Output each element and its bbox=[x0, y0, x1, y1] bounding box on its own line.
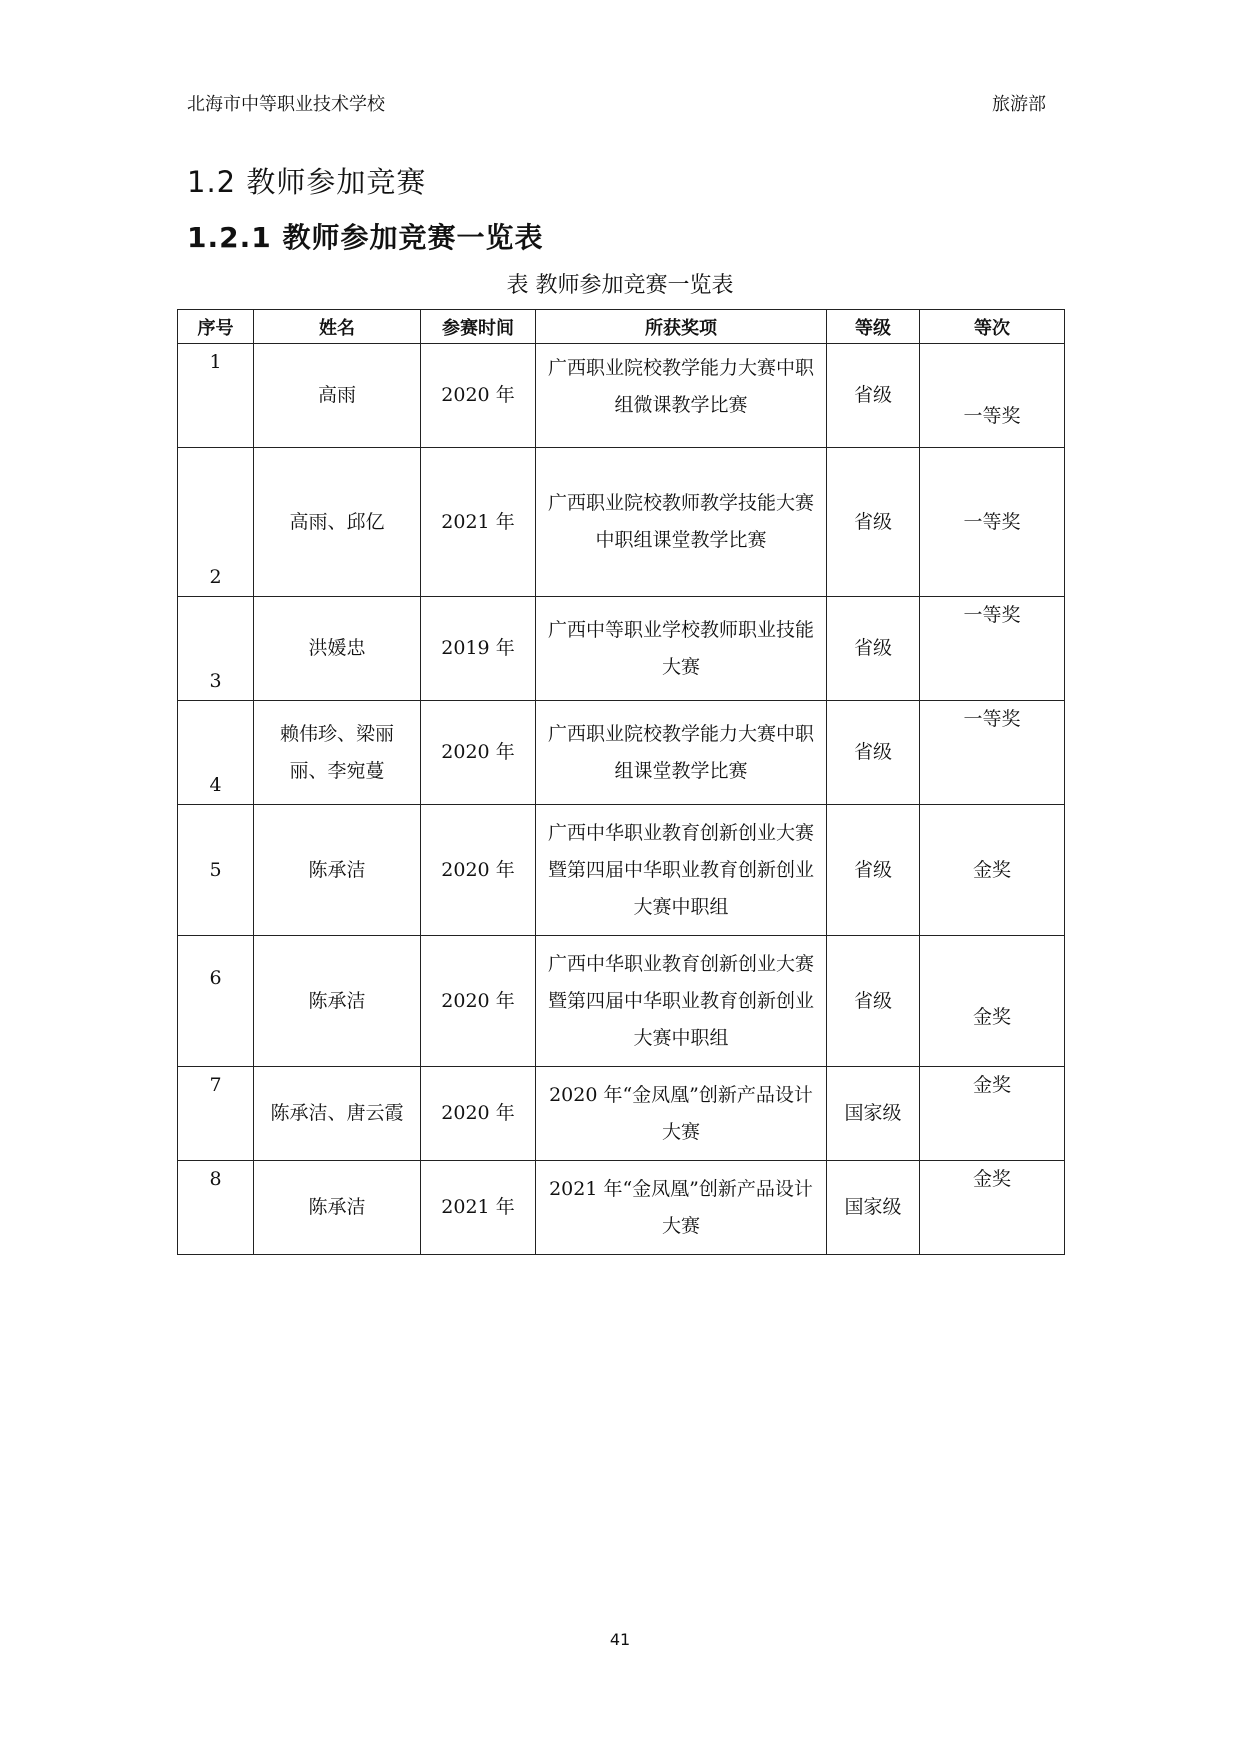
cell-rank: 金奖 bbox=[920, 1161, 1065, 1255]
cell-rank: 一等奖 bbox=[920, 597, 1065, 701]
table-row bbox=[178, 448, 1065, 597]
table-row bbox=[178, 701, 1065, 805]
cell-year: 2021 年 bbox=[421, 1161, 536, 1255]
cell-year: 2021 年 bbox=[421, 448, 536, 597]
cell-rank: 一等奖 bbox=[920, 701, 1065, 805]
cell-award: 2020 年“金凤凰”创新产品设计大赛 bbox=[536, 1067, 827, 1161]
cell-name: 高雨、邱亿 bbox=[254, 448, 421, 597]
cell-level: 省级 bbox=[827, 344, 920, 448]
cell-level: 省级 bbox=[827, 701, 920, 805]
cell-name: 陈承洁 bbox=[254, 936, 421, 1067]
cell-name: 陈承洁 bbox=[254, 1161, 421, 1255]
table-row bbox=[178, 936, 1065, 1067]
cell-rank: 金奖 bbox=[920, 805, 1065, 936]
cell-year: 2019 年 bbox=[421, 597, 536, 701]
cell-year: 2020 年 bbox=[421, 344, 536, 448]
cell-seq: 1 bbox=[178, 344, 254, 448]
cell-rank: 一等奖 bbox=[920, 344, 1065, 448]
cell-seq: 3 bbox=[178, 597, 254, 701]
column-header-year: 参赛时间 bbox=[421, 310, 536, 344]
cell-award: 广西职业院校教师教学技能大赛中职组课堂教学比赛 bbox=[536, 448, 827, 597]
cell-year: 2020 年 bbox=[421, 701, 536, 805]
table-header-row bbox=[178, 310, 1065, 344]
awards-table bbox=[177, 309, 1065, 1255]
cell-seq: 7 bbox=[178, 1067, 254, 1161]
table-caption: 表 教师参加竞赛一览表 bbox=[506, 273, 734, 298]
cell-seq: 4 bbox=[178, 701, 254, 805]
cell-seq: 5 bbox=[178, 805, 254, 936]
cell-seq: 2 bbox=[178, 448, 254, 597]
cell-award: 广西中等职业学校教师职业技能大赛 bbox=[536, 597, 827, 701]
table-row bbox=[178, 1161, 1065, 1255]
cell-year: 2020 年 bbox=[421, 936, 536, 1067]
cell-name: 陈承洁、唐云霞 bbox=[254, 1067, 421, 1161]
cell-year: 2020 年 bbox=[421, 805, 536, 936]
cell-rank: 金奖 bbox=[920, 1067, 1065, 1161]
cell-award: 广西中华职业教育创新创业大赛暨第四届中华职业教育创新创业大赛中职组 bbox=[536, 936, 827, 1067]
table-row bbox=[178, 1067, 1065, 1161]
column-header-name: 姓名 bbox=[254, 310, 421, 344]
column-header-rank: 等次 bbox=[920, 310, 1065, 344]
cell-level: 省级 bbox=[827, 805, 920, 936]
table-row bbox=[178, 597, 1065, 701]
column-header-seq: 序号 bbox=[178, 310, 254, 344]
column-header-award: 所获奖项 bbox=[536, 310, 827, 344]
header-department: 旅游部 bbox=[992, 94, 1046, 115]
cell-rank: 金奖 bbox=[920, 936, 1065, 1067]
cell-level: 省级 bbox=[827, 936, 920, 1067]
cell-seq: 8 bbox=[178, 1161, 254, 1255]
cell-name: 洪媛忠 bbox=[254, 597, 421, 701]
cell-award: 2021 年“金凤凰”创新产品设计大赛 bbox=[536, 1161, 827, 1255]
cell-award: 广西职业院校教学能力大赛中职组微课教学比赛 bbox=[536, 344, 827, 448]
cell-award: 广西中华职业教育创新创业大赛暨第四届中华职业教育创新创业大赛中职组 bbox=[536, 805, 827, 936]
table-row bbox=[178, 805, 1065, 936]
cell-year: 2020 年 bbox=[421, 1067, 536, 1161]
section-heading: 1.2 教师参加竞赛 bbox=[187, 165, 427, 199]
cell-name: 赖伟珍、梁丽丽、李宛蔓 bbox=[254, 701, 421, 805]
cell-level: 省级 bbox=[827, 597, 920, 701]
column-header-level: 等级 bbox=[827, 310, 920, 344]
cell-rank: 一等奖 bbox=[920, 448, 1065, 597]
cell-name: 高雨 bbox=[254, 344, 421, 448]
cell-level: 省级 bbox=[827, 448, 920, 597]
page-number: 41 bbox=[609, 1630, 631, 1649]
cell-award: 广西职业院校教学能力大赛中职组课堂教学比赛 bbox=[536, 701, 827, 805]
cell-seq: 6 bbox=[178, 936, 254, 1067]
cell-name: 陈承洁 bbox=[254, 805, 421, 936]
cell-level: 国家级 bbox=[827, 1067, 920, 1161]
table-row bbox=[178, 344, 1065, 448]
cell-level: 国家级 bbox=[827, 1161, 920, 1255]
section-subheading: 1.2.1 教师参加竞赛一览表 bbox=[187, 221, 544, 254]
header-school: 北海市中等职业技术学校 bbox=[187, 94, 385, 115]
